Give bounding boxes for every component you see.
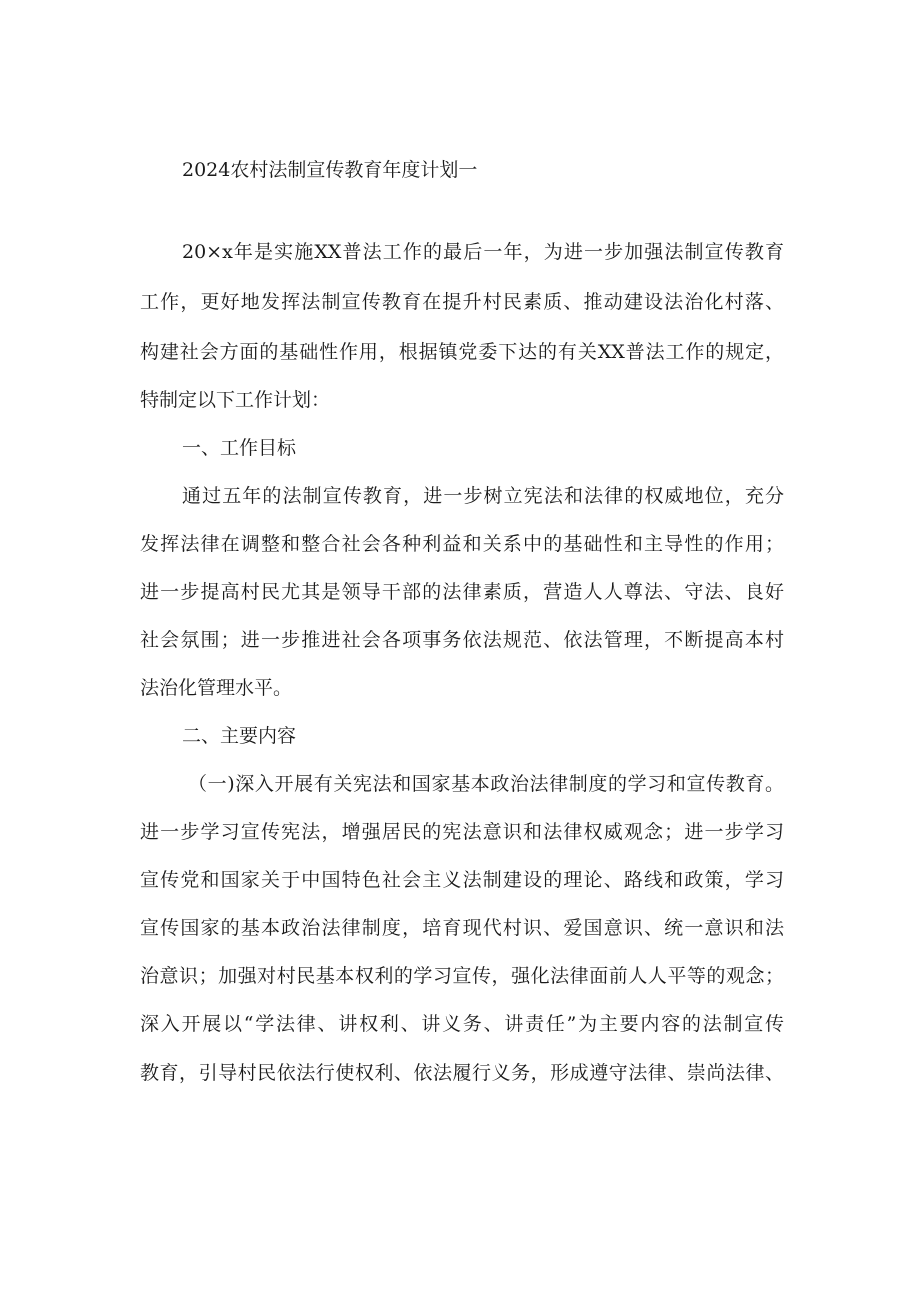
section-heading: 二、主要内容	[182, 725, 297, 747]
paragraph-line: 宣传党和国家关于中国特色社会主义法制建设的理论、路线和政策，学习	[140, 869, 784, 891]
paragraph-line: 构建社会方面的基础性作用，根据镇党委下达的有关XX普法工作的规定，	[140, 341, 784, 363]
paragraph-line: 进一步提高村民尤其是领导干部的法律素质，营造人人尊法、守法、良好	[140, 581, 784, 603]
paragraph-line: 进一步学习宣传宪法，增强居民的宪法意识和法律权威观念；进一步学习	[140, 821, 784, 843]
paragraph-line: 发挥法律在调整和整合社会各种利益和关系中的基础性和主导性的作用；	[140, 533, 784, 555]
section-heading: 一、工作目标	[182, 437, 297, 459]
paragraph-line: 法治化管理水平。	[140, 677, 293, 699]
paragraph-line: 治意识；加强对村民基本权利的学习宣传，强化法律面前人人平等的观念；	[140, 965, 784, 987]
document-title: 2024农村法制宣传教育年度计划一	[182, 159, 478, 181]
paragraph-line: 通过五年的法制宣传教育，进一步树立宪法和法律的权威地位，充分	[182, 485, 784, 507]
paragraph-line: 20×x年是实施XX普法工作的最后一年，为进一步加强法制宣传教育	[182, 241, 784, 263]
paragraph-line: 特制定以下工作计划：	[140, 389, 331, 411]
paragraph-line: 社会氛围；进一步推进社会各项事务依法规范、依法管理，不断提高本村	[140, 629, 784, 651]
paragraph-line: 教育，引导村民依法行使权利、依法履行义务，形成遵守法律、崇尚法律、	[140, 1062, 784, 1084]
paragraph-line: 宣传国家的基本政治法律制度，培育现代村识、爱国意识、统一意识和法	[140, 917, 784, 939]
paragraph-line: （一)深入开展有关宪法和国家基本政治法律制度的学习和宣传教育。	[188, 773, 784, 795]
paragraph-line: 工作，更好地发挥法制宣传教育在提升村民素质、推动建设法治化村落、	[140, 291, 784, 313]
paragraph-line: 深入开展以“学法律、讲权利、讲义务、讲责任”为主要内容的法制宣传	[140, 1013, 784, 1035]
